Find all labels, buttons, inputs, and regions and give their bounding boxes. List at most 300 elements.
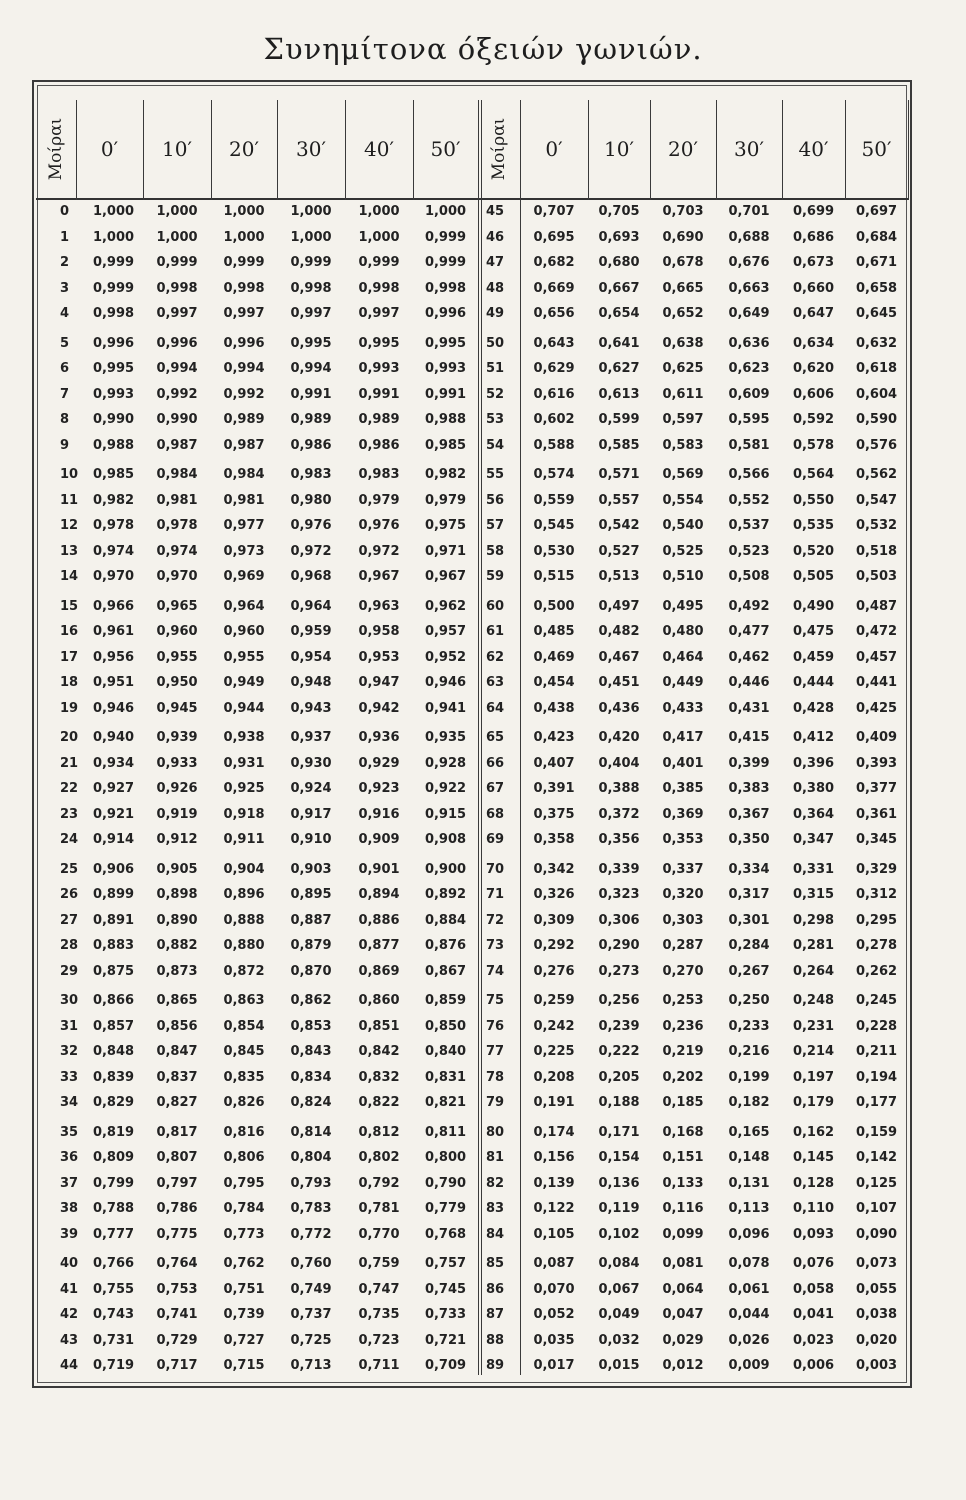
table-cell: 0,356 <box>598 832 640 847</box>
table-cell: 0,684 <box>855 229 898 245</box>
table-cell: 1,000 <box>290 204 332 219</box>
degree-label: 42 <box>60 1307 79 1322</box>
table-cell: 0,996 <box>156 335 198 351</box>
table-cell: 1,000 <box>92 229 135 245</box>
table-cell: 0,997 <box>156 306 198 321</box>
table-cell: 0,942 <box>358 700 400 716</box>
table-cell: 0,497 <box>598 598 640 614</box>
header-degrees-right-label: Μοίραι <box>489 117 510 181</box>
table-cell: 0,988 <box>92 437 135 453</box>
table-cell: 0,116 <box>662 1201 704 1216</box>
table-cell: 0,595 <box>728 412 770 427</box>
degree-label: 26 <box>60 887 79 902</box>
table-cell: 0,515 <box>533 569 575 584</box>
table-cell: 0,997 <box>358 306 400 321</box>
table-cell: 0,991 <box>358 386 400 402</box>
table-cell: 0,879 <box>290 938 332 953</box>
table-cell: 0,964 <box>290 598 332 614</box>
degree-label: 36 <box>60 1150 79 1165</box>
table-cell: 0,990 <box>92 412 135 427</box>
table-cell: 0,205 <box>598 1069 640 1085</box>
degree-label: 66 <box>486 755 505 771</box>
table-cell: 0,404 <box>598 755 640 771</box>
degree-label: 3 <box>60 280 70 296</box>
table-cell: 0,350 <box>728 832 770 847</box>
table-cell: 0,775 <box>156 1226 198 1242</box>
table-cell: 0,934 <box>92 755 135 771</box>
degree-label: 54 <box>486 437 505 453</box>
table-cell: 0,393 <box>855 755 898 771</box>
degree-label: 40 <box>60 1256 79 1271</box>
table-cell: 0,590 <box>855 412 898 427</box>
table-cell: 0,854 <box>223 1018 265 1034</box>
table-cell: 0,331 <box>792 861 835 877</box>
table-cell: 0,963 <box>358 598 400 614</box>
table-cell: 0,995 <box>424 335 467 351</box>
degree-label: 85 <box>486 1256 505 1271</box>
degree-label: 78 <box>486 1069 505 1085</box>
table-cell: 0,231 <box>792 1018 835 1034</box>
table-cell: 0,743 <box>92 1307 135 1322</box>
table-cell: 0,669 <box>533 280 575 296</box>
header-min-right-2 <box>650 100 716 200</box>
table-cell: 0,989 <box>358 412 400 427</box>
table-cell: 0,984 <box>223 467 265 482</box>
table-cell: 0,165 <box>728 1124 770 1140</box>
table-cell: 0,817 <box>156 1124 198 1140</box>
header-min-right-1 <box>588 100 650 200</box>
table-cell: 0,989 <box>290 412 332 427</box>
table-cell: 0,377 <box>855 781 898 796</box>
table-cell: 0,941 <box>424 700 467 716</box>
table-cell: 0,905 <box>156 861 198 877</box>
table-cell: 0,588 <box>533 437 575 453</box>
table-cell: 0,990 <box>156 412 198 427</box>
table-cell: 0,970 <box>156 569 198 584</box>
degree-label: 10 <box>60 467 79 482</box>
table-cell: 0,485 <box>533 624 575 639</box>
table-cell: 0,999 <box>424 229 467 245</box>
table-cell: 0,492 <box>728 598 770 614</box>
table-cell: 0,994 <box>156 361 198 376</box>
degree-label: 1 <box>60 229 70 245</box>
table-cell: 0,715 <box>223 1358 265 1373</box>
table-cell: 0,250 <box>728 993 770 1008</box>
table-cell: 0,367 <box>728 806 770 822</box>
table-cell: 0,523 <box>728 543 770 559</box>
table-cell: 0,886 <box>358 912 400 928</box>
table-cell: 0,309 <box>533 912 575 928</box>
table-cell: 0,863 <box>223 993 265 1008</box>
degree-label: 21 <box>60 755 79 771</box>
table-cell: 0,656 <box>533 306 575 321</box>
header-min-right-3-label: 30′ <box>734 137 764 161</box>
table-cell: 0,877 <box>358 938 400 953</box>
table-cell: 0,364 <box>792 806 835 822</box>
table-cell: 0,927 <box>92 781 135 796</box>
table-cell: 0,627 <box>598 361 640 376</box>
table-cell: 0,287 <box>662 938 704 953</box>
table-cell: 0,770 <box>358 1226 400 1242</box>
table-cell: 0,839 <box>92 1069 135 1085</box>
table-cell: 0,236 <box>662 1018 704 1034</box>
table-cell: 0,278 <box>855 938 898 953</box>
table-cell: 0,459 <box>792 649 835 665</box>
table-cell: 0,840 <box>424 1044 467 1059</box>
table-cell: 0,735 <box>358 1307 400 1322</box>
table-cell: 0,998 <box>92 306 135 321</box>
table-cell: 0,264 <box>792 963 835 979</box>
table-cell: 0,609 <box>728 386 770 402</box>
degree-label: 18 <box>60 675 79 690</box>
table-cell: 0,768 <box>424 1226 467 1242</box>
degree-label: 7 <box>60 386 70 402</box>
table-cell: 0,983 <box>358 467 400 482</box>
table-cell: 0,119 <box>598 1201 640 1216</box>
table-cell: 0,992 <box>156 386 198 402</box>
table-cell: 0,888 <box>223 912 265 928</box>
table-cell: 0,987 <box>223 437 265 453</box>
table-cell: 0,937 <box>290 730 332 745</box>
table-cell: 0,383 <box>728 781 770 796</box>
table-cell: 0,576 <box>855 437 898 453</box>
header-min-left-0-label: 0′ <box>100 137 119 161</box>
table-cell: 0,951 <box>92 675 135 690</box>
table-cell: 0,199 <box>728 1069 770 1085</box>
degree-label: 13 <box>60 543 79 559</box>
degree-label: 53 <box>486 412 505 427</box>
table-cell: 0,438 <box>533 700 575 716</box>
table-cell: 0,006 <box>792 1358 835 1373</box>
header-min-left-3-label: 30′ <box>296 137 326 161</box>
table-cell: 0,917 <box>290 806 332 822</box>
table-cell: 0,454 <box>533 675 575 690</box>
table-cell: 0,876 <box>424 938 467 953</box>
degree-label: 17 <box>60 649 79 665</box>
table-cell: 0,298 <box>792 912 835 928</box>
degree-label: 84 <box>486 1226 505 1242</box>
table-cell: 0,999 <box>358 255 400 270</box>
table-cell: 0,950 <box>156 675 198 690</box>
degree-label: 35 <box>60 1124 79 1140</box>
table-cell: 0,995 <box>290 335 332 351</box>
table-cell: 0,693 <box>598 229 640 245</box>
table-cell: 0,259 <box>533 993 575 1008</box>
header-min-left-4-label: 40′ <box>364 137 394 161</box>
table-cell: 0,151 <box>662 1150 704 1165</box>
table-cell: 0,993 <box>358 361 400 376</box>
table-cell: 0,930 <box>290 755 332 771</box>
table-cell: 0,113 <box>728 1201 770 1216</box>
table-cell: 0,701 <box>728 204 770 219</box>
table-cell: 0,996 <box>424 306 467 321</box>
table-cell: 0,994 <box>223 361 265 376</box>
table-cell: 0,090 <box>855 1226 898 1242</box>
degree-label: 59 <box>486 569 505 584</box>
degree-label: 23 <box>60 806 79 822</box>
table-cell: 0,462 <box>728 649 770 665</box>
table-cell: 0,216 <box>728 1044 770 1059</box>
table-cell: 0,974 <box>156 543 198 559</box>
table-cell: 0,248 <box>792 993 835 1008</box>
table-cell: 0,017 <box>533 1358 575 1373</box>
table-cell: 0,634 <box>792 335 835 351</box>
table-cell: 0,219 <box>662 1044 704 1059</box>
table-cell: 0,965 <box>156 598 198 614</box>
table-cell: 0,964 <box>223 598 265 614</box>
degree-label: 38 <box>60 1201 79 1216</box>
table-cell: 0,891 <box>92 912 135 928</box>
degree-label: 24 <box>60 832 79 847</box>
table-cell: 0,179 <box>792 1095 835 1110</box>
degree-label: 62 <box>486 649 505 665</box>
table-cell: 0,928 <box>424 755 467 771</box>
col-divider-right-1 <box>588 100 589 200</box>
table-cell: 0,678 <box>662 255 704 270</box>
table-cell: 0,967 <box>424 569 467 584</box>
table-cell: 0,829 <box>92 1095 135 1110</box>
table-cell: 0,380 <box>792 781 835 796</box>
table-cell: 0,503 <box>855 569 898 584</box>
table-cell: 0,938 <box>223 730 265 745</box>
table-cell: 0,985 <box>92 467 135 482</box>
table-cell: 0,959 <box>290 624 332 639</box>
table-cell: 0,859 <box>424 993 467 1008</box>
table-cell: 0,976 <box>290 518 332 533</box>
table-cell: 0,665 <box>662 280 704 296</box>
degree-label: 72 <box>486 912 505 928</box>
table-cell: 0,997 <box>290 306 332 321</box>
table-cell: 0,983 <box>290 467 332 482</box>
table-cell: 0,303 <box>662 912 704 928</box>
table-cell: 0,569 <box>662 467 704 482</box>
table-cell: 0,966 <box>92 598 135 614</box>
table-cell: 0,900 <box>424 861 467 877</box>
degree-label: 68 <box>486 806 505 822</box>
table-cell: 0,779 <box>424 1201 467 1216</box>
table-cell: 0,078 <box>728 1256 770 1271</box>
table-cell: 0,625 <box>662 361 704 376</box>
table-cell: 0,731 <box>92 1332 135 1348</box>
table-cell: 0,431 <box>728 700 770 716</box>
degree-label: 67 <box>486 781 505 796</box>
table-cell: 0,076 <box>792 1256 835 1271</box>
table-cell: 0,832 <box>358 1069 400 1085</box>
table-cell: 0,487 <box>855 598 898 614</box>
degree-label: 50 <box>486 335 505 351</box>
table-cell: 1,000 <box>358 204 400 219</box>
table-cell: 0,894 <box>358 887 400 902</box>
table-cell: 0,992 <box>223 386 265 402</box>
table-cell: 0,974 <box>92 543 135 559</box>
table-cell: 0,984 <box>156 467 198 482</box>
table-cell: 0,993 <box>424 361 467 376</box>
degree-label: 71 <box>486 887 505 902</box>
table-cell: 0,978 <box>156 518 198 533</box>
table-cell: 0,773 <box>223 1226 265 1242</box>
degree-label: 52 <box>486 386 505 402</box>
table-cell: 0,924 <box>290 781 332 796</box>
table-cell: 0,916 <box>358 806 400 822</box>
degree-label: 73 <box>486 938 505 953</box>
table-cell: 0,508 <box>728 569 770 584</box>
table-cell: 0,680 <box>598 255 640 270</box>
table-cell: 0,816 <box>223 1124 265 1140</box>
table-cell: 0,847 <box>156 1044 198 1059</box>
table-cell: 0,725 <box>290 1332 332 1348</box>
table-cell: 0,688 <box>728 229 770 245</box>
table-cell: 0,890 <box>156 912 198 928</box>
table-cell: 0,256 <box>598 993 640 1008</box>
table-cell: 0,976 <box>358 518 400 533</box>
table-cell: 0,585 <box>598 437 640 453</box>
table-cell: 0,320 <box>662 887 704 902</box>
degree-label: 14 <box>60 569 79 584</box>
table-cell: 0,705 <box>598 204 640 219</box>
degree-label: 55 <box>486 467 505 482</box>
table-cell: 0,527 <box>598 543 640 559</box>
table-cell: 0,290 <box>598 938 640 953</box>
table-cell: 0,981 <box>156 492 198 508</box>
table-cell: 0,757 <box>424 1256 467 1271</box>
table-cell: 0,041 <box>792 1307 835 1322</box>
table-cell: 0,472 <box>855 624 898 639</box>
table-cell: 0,047 <box>662 1307 704 1322</box>
table-cell: 0,912 <box>156 832 198 847</box>
degree-label: 65 <box>486 730 505 745</box>
table-cell: 0,875 <box>92 963 135 979</box>
table-cell: 0,315 <box>792 887 835 902</box>
table-cell: 0,739 <box>223 1307 265 1322</box>
table-cell: 0,495 <box>662 598 704 614</box>
table-cell: 0,866 <box>92 993 135 1008</box>
degree-label: 41 <box>60 1281 79 1297</box>
table-cell: 0,339 <box>598 861 640 877</box>
table-cell: 0,446 <box>728 675 770 690</box>
table-cell: 0,802 <box>358 1150 400 1165</box>
degree-label: 63 <box>486 675 505 690</box>
table-cell: 0,956 <box>92 649 135 665</box>
table-cell: 0,345 <box>855 832 898 847</box>
degree-label: 28 <box>60 938 79 953</box>
table-cell: 0,929 <box>358 755 400 771</box>
table-cell: 0,999 <box>290 255 332 270</box>
degree-label: 25 <box>60 861 79 877</box>
table-cell: 0,962 <box>424 598 467 614</box>
table-cell: 0,518 <box>855 543 898 559</box>
table-cell: 0,999 <box>223 255 265 270</box>
table-cell: 0,292 <box>533 938 575 953</box>
table-cell: 0,826 <box>223 1095 265 1110</box>
table-cell: 0,055 <box>855 1281 898 1297</box>
table-cell: 0,870 <box>290 963 332 979</box>
table-cell: 0,857 <box>92 1018 135 1034</box>
table-cell: 0,038 <box>855 1307 898 1322</box>
table-cell: 1,000 <box>156 229 198 245</box>
table-cell: 0,105 <box>533 1226 575 1242</box>
table-cell: 0,673 <box>792 255 835 270</box>
table-cell: 0,225 <box>533 1044 575 1059</box>
table-cell: 0,717 <box>156 1358 198 1373</box>
table-cell: 0,415 <box>728 730 770 745</box>
table-cell: 0,194 <box>855 1069 898 1085</box>
table-cell: 0,061 <box>728 1281 770 1297</box>
table-cell: 0,562 <box>855 467 898 482</box>
table-cell: 0,978 <box>92 518 135 533</box>
table-cell: 0,407 <box>533 755 575 771</box>
table-cell: 0,641 <box>598 335 640 351</box>
degree-label: 19 <box>60 700 79 716</box>
table-cell: 0,128 <box>792 1175 835 1191</box>
table-cell: 0,856 <box>156 1018 198 1034</box>
table-cell: 0,981 <box>223 492 265 508</box>
table-cell: 0,070 <box>533 1281 575 1297</box>
col-divider-left-5 <box>413 100 414 200</box>
table-cell: 0,811 <box>424 1124 467 1140</box>
table-cell: 0,999 <box>92 255 135 270</box>
table-cell: 0,211 <box>855 1044 898 1059</box>
table-cell: 0,792 <box>358 1175 400 1191</box>
table-cell: 0,729 <box>156 1332 198 1348</box>
table-cell: 0,972 <box>290 543 332 559</box>
table-cell: 0,922 <box>424 781 467 796</box>
table-cell: 0,645 <box>855 306 898 321</box>
table-cell: 0,202 <box>662 1069 704 1085</box>
degree-label: 12 <box>60 518 79 533</box>
table-cell: 0,581 <box>728 437 770 453</box>
table-cell: 0,451 <box>598 675 640 690</box>
table-cell: 0,326 <box>533 887 575 902</box>
table-cell: 0,809 <box>92 1150 135 1165</box>
table-cell: 0,197 <box>792 1069 835 1085</box>
table-cell: 0,786 <box>156 1201 198 1216</box>
table-cell: 0,975 <box>424 518 467 533</box>
header-min-left-0 <box>76 100 143 200</box>
table-cell: 0,837 <box>156 1069 198 1085</box>
header-min-left-1-label: 10′ <box>162 137 192 161</box>
table-cell: 0,781 <box>358 1201 400 1216</box>
degree-label: 45 <box>486 204 505 219</box>
table-cell: 0,052 <box>533 1307 575 1322</box>
table-cell: 0,557 <box>598 492 640 508</box>
table-cell: 0,982 <box>92 492 135 508</box>
col-divider-right-0 <box>520 100 521 200</box>
degree-label: 58 <box>486 543 505 559</box>
table-cell: 0,915 <box>424 806 467 822</box>
table-cell: 0,532 <box>855 518 898 533</box>
table-cell: 0,148 <box>728 1150 770 1165</box>
table-cell: 0,029 <box>662 1332 704 1348</box>
table-cell: 0,804 <box>290 1150 332 1165</box>
degree-label: 57 <box>486 518 505 533</box>
table-cell: 0,872 <box>223 963 265 979</box>
table-cell: 0,985 <box>424 437 467 453</box>
table-cell: 0,919 <box>156 806 198 822</box>
table-cell: 0,998 <box>290 280 332 296</box>
table-cell: 0,597 <box>662 412 704 427</box>
table-cell: 0,623 <box>728 361 770 376</box>
table-cell: 0,899 <box>92 887 135 902</box>
table-cell: 0,253 <box>662 993 704 1008</box>
table-cell: 0,953 <box>358 649 400 665</box>
degree-label: 88 <box>486 1332 505 1348</box>
table-cell: 0,409 <box>855 730 898 745</box>
table-cell: 0,973 <box>223 543 265 559</box>
table-cell: 0,513 <box>598 569 640 584</box>
table-cell: 0,643 <box>533 335 575 351</box>
table-cell: 0,535 <box>792 518 835 533</box>
table-cell: 0,540 <box>662 518 704 533</box>
